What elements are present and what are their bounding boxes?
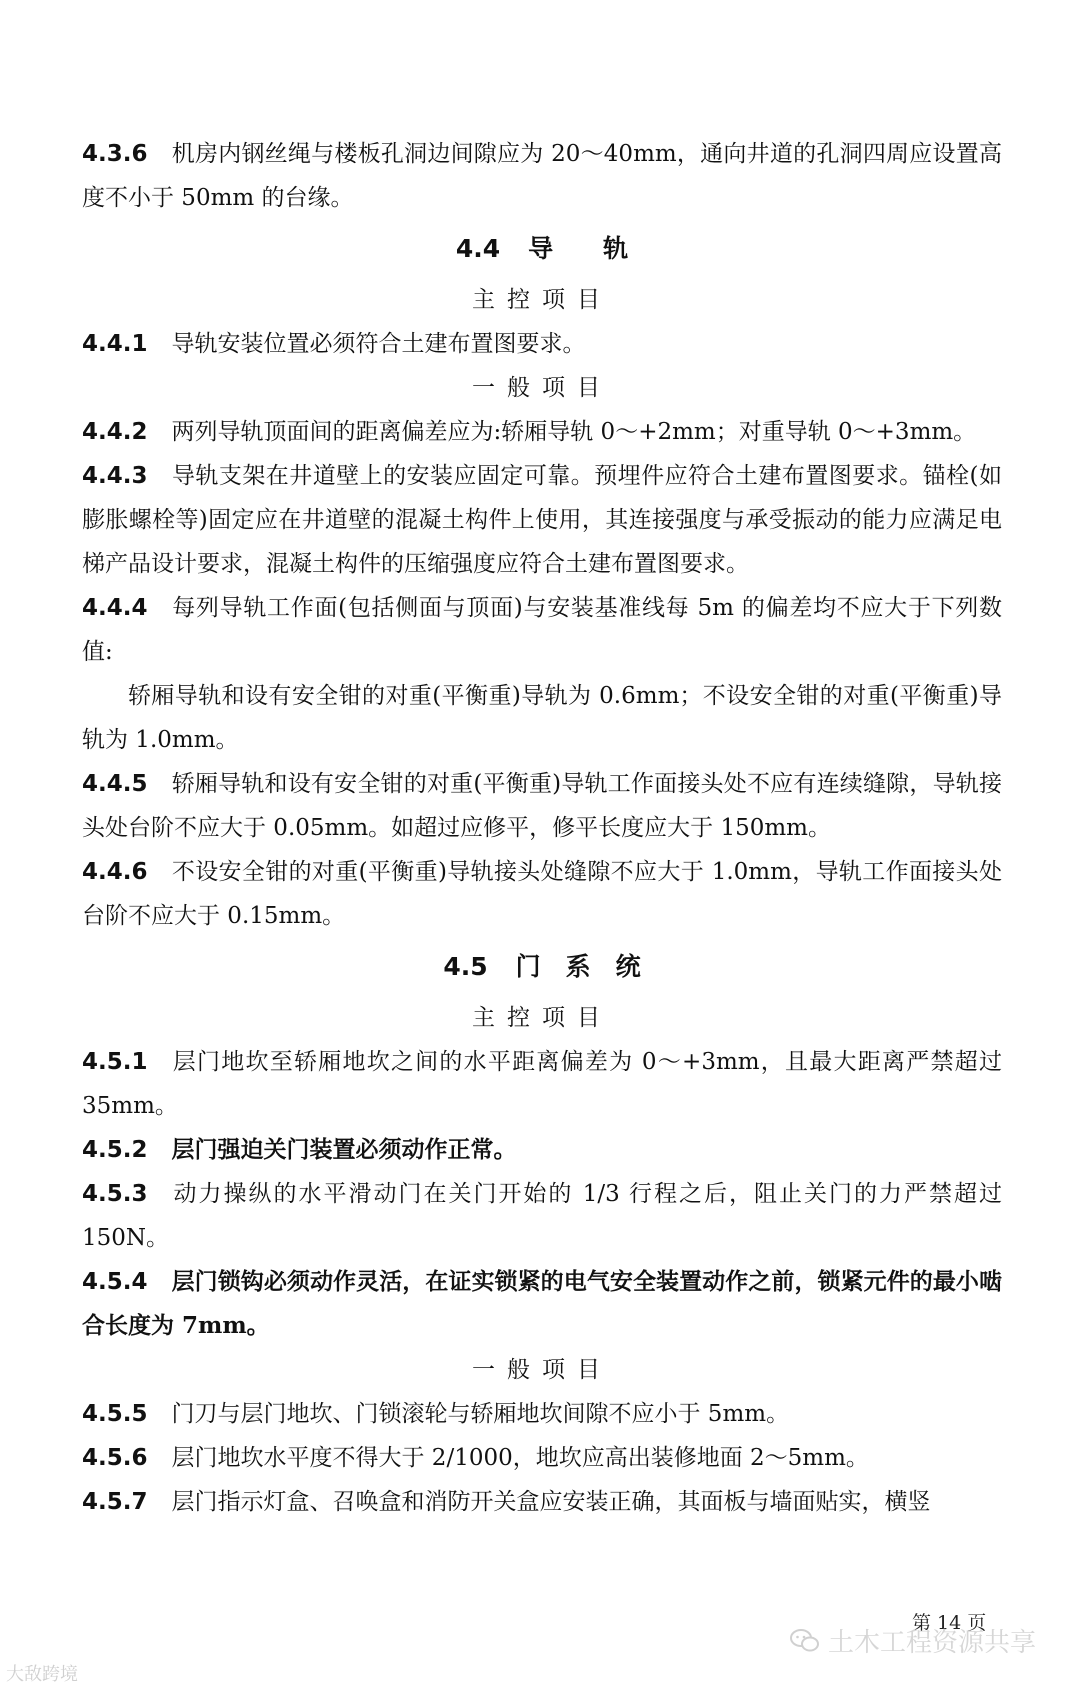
clause-number: 4.4.4 [82, 595, 148, 621]
clause-text: 机房内钢丝绳与楼板孔洞边间隙应为 20～40mm，通向井道的孔洞四周应设置高度不小于 50mm 的台缘。 [82, 141, 1002, 211]
clause-number: 4.4.3 [82, 463, 148, 489]
clause-number: 4.3.6 [82, 141, 148, 167]
clause-text: 两列导轨顶面间的距离偏差应为:轿厢导轨 0～+2mm；对重导轨 0～+3mm。 [171, 419, 977, 445]
clause-number: 4.4.6 [82, 859, 148, 885]
clause-text: 导轨支架在井道壁上的安装应固定可靠。预埋件应符合土建布置图要求。锚栓(如膨胀螺栓等)固定应在井道壁的混凝土构件上使用，其连接强度与承受振动的能力应满足电梯产品设计要求，混凝土构件的压缩强度应符合土建布置图要求。 [82, 463, 1002, 577]
clause-4-5-2 [82, 1128, 1002, 1172]
page-number: 第 14 页 [912, 1612, 987, 1634]
sub-heading: 主控项目 [472, 287, 612, 313]
indented-paragraph: 轿厢导轨和设有安全钳的对重(平衡重)导轨为 0.6mm；不设安全钳的对重(平衡重)导轨为 1.0mm。 [82, 683, 1002, 753]
section-number: 4.5 [443, 952, 488, 981]
watermark-left-text: 大敌跨境 [6, 1664, 78, 1685]
clause-4-4-5 [82, 762, 1002, 850]
watermark-left [6, 1660, 78, 1686]
clause-text: 层门指示灯盒、召唤盒和消防开关盒应安装正确，其面板与墙面贴实，横竖 [171, 1489, 931, 1515]
document-body [82, 132, 1002, 1524]
clause-text: 导轨安装位置必须符合土建布置图要求。 [171, 331, 586, 357]
clause-text: 不设安全钳的对重(平衡重)导轨接头处缝隙不应大于 1.0mm，导轨工作面接头处台阶不应大于 0.15mm。 [82, 859, 1002, 929]
clause-number: 4.4.2 [82, 419, 148, 445]
wechat-icon [790, 1628, 820, 1654]
clause-text: 轿厢导轨和设有安全钳的对重(平衡重)导轨工作面接头处不应有连续缝隙，导轨接头处台阶不应大于 0.05mm。如超过应修平，修平长度应大于 150mm。 [82, 771, 1002, 841]
clause-4-5-3 [82, 1172, 1002, 1260]
clause-4-4-2 [82, 410, 1002, 454]
clause-4-5-7 [82, 1480, 1002, 1524]
watermark-right [790, 1622, 1036, 1659]
clause-4-4-1 [82, 322, 1002, 366]
section-heading [82, 940, 1002, 994]
clause-4-5-1 [82, 1040, 1002, 1128]
clause-4-5-6 [82, 1436, 1002, 1480]
clause-text: 层门地坎水平度不得大于 2/1000，地坎应高出装修地面 2～5mm。 [171, 1445, 869, 1471]
sub-heading: 一般项目 [472, 1357, 612, 1383]
clause-number: 4.4.5 [82, 771, 148, 797]
clause-4-4-3 [82, 454, 1002, 586]
sub-heading: 一般项目 [472, 375, 612, 401]
clause-text: 动力操纵的水平滑动门在关门开始的 1/3 行程之后，阻止关门的力严禁超过 150N。 [82, 1181, 1002, 1251]
clause-number: 4.5.1 [82, 1049, 148, 1075]
clause-number: 4.4.1 [82, 331, 148, 357]
clause-number: 4.5.4 [82, 1269, 148, 1295]
clause-number: 4.5.7 [82, 1489, 148, 1515]
clause-text: 每列导轨工作面(包括侧面与顶面)与安装基准线每 5m 的偏差均不应大于下列数值: [82, 595, 1002, 665]
clause-4-5-4 [82, 1260, 1002, 1348]
clause-4-3-6 [82, 132, 1002, 220]
sub-heading: 主控项目 [472, 1005, 612, 1031]
clause-number: 4.5.6 [82, 1445, 148, 1471]
section-title-text: 门 系 统 [515, 952, 641, 981]
section-title-text: 导 轨 [528, 234, 629, 263]
section-number: 4.4 [455, 234, 501, 263]
clause-text: 门刀与层门地坎、门锁滚轮与轿厢地坎间隙不应小于 5mm。 [171, 1401, 790, 1427]
clause-text: 层门锁钩必须动作灵活，在证实锁紧的电气安全装置动作之前，锁紧元件的最小啮合长度为 7mm。 [82, 1268, 1002, 1339]
section-heading [82, 222, 1002, 276]
clause-number: 4.5.3 [82, 1181, 148, 1207]
clause-number: 4.5.2 [82, 1137, 148, 1163]
clause-4-4-4 [82, 586, 1002, 674]
watermark-right-text: 土木工程资源共享 [828, 1628, 1037, 1658]
clause-number: 4.5.5 [82, 1401, 148, 1427]
clause-text: 层门地坎至轿厢地坎之间的水平距离偏差为 0～+3mm，且最大距离严禁超过 35mm。 [82, 1049, 1002, 1119]
clause-text: 层门强迫关门装置必须动作正常。 [171, 1136, 517, 1163]
clause-4-4-6 [82, 850, 1002, 938]
clause-4-5-5 [82, 1392, 1002, 1436]
